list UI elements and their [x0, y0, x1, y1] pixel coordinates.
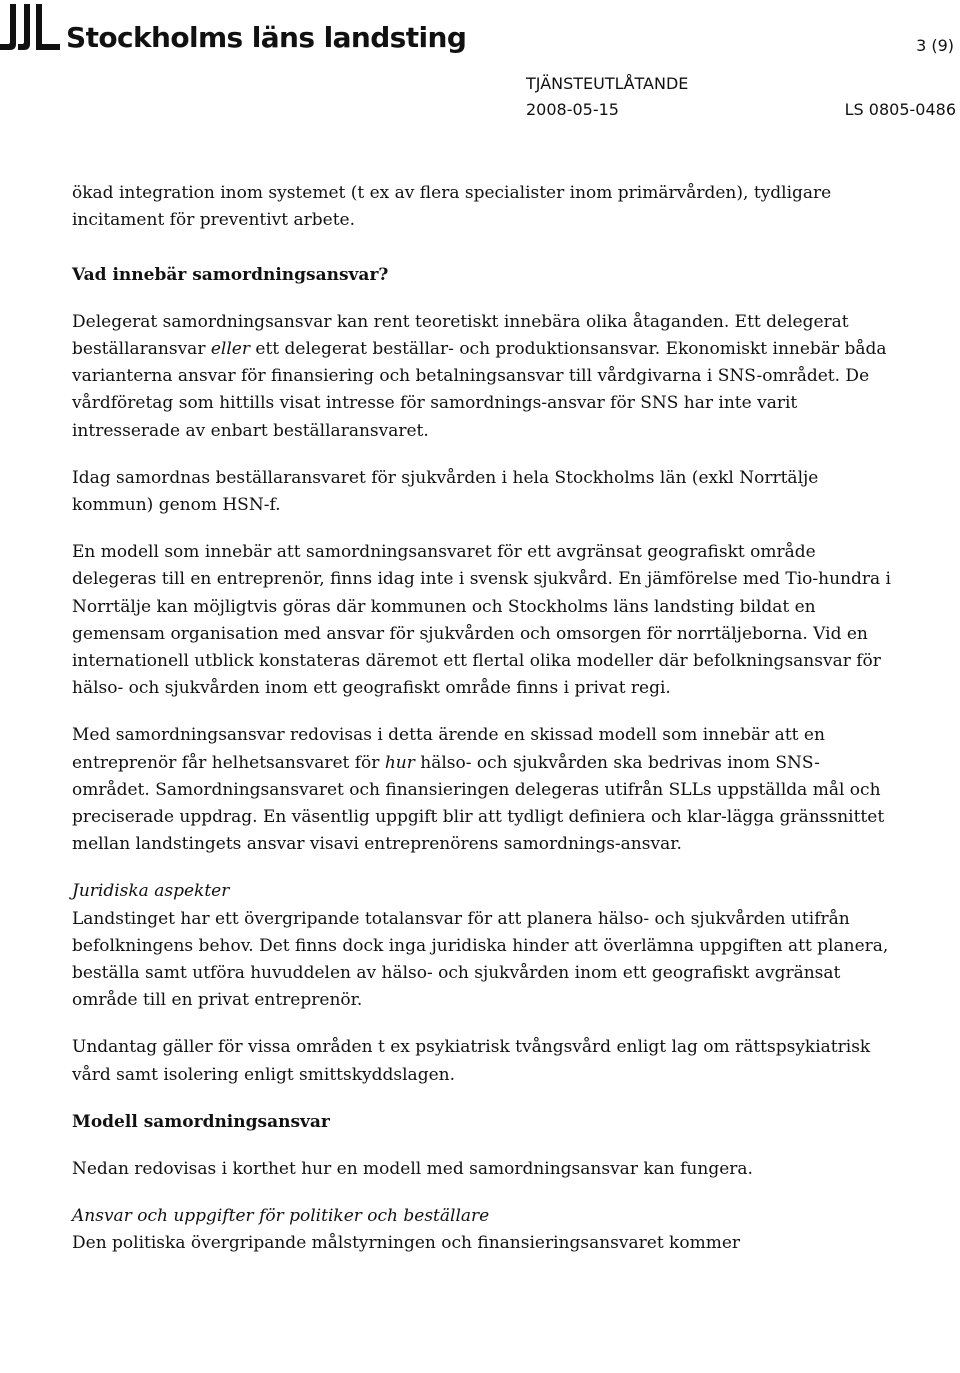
page-header [0, 0, 960, 120]
sll-logo [0, 0, 466, 54]
heading-juridiska-aspekter: Juridiska aspekter [72, 881, 230, 902]
emphasis-hur: hur [384, 752, 415, 773]
logo-text: Stockholms läns landsting [66, 21, 467, 54]
document-body [72, 180, 892, 1258]
document-type: TJÄNSTEUTLÅTANDE [526, 74, 689, 93]
page-number: 3 (9) [916, 36, 954, 55]
paragraph-landstinget: Landstinget har ett övergripande totalansvar för att planera hälso- och sjukvården utifrån befolkningens behov. Det finns dock inga juridiska hinder att överlämna uppgiften att planera, beställa samt utföra huvuddelen av hälso- och sjukvården inom ett geografiskt avgränsat område till en privat entreprenör. [72, 908, 889, 1011]
paragraph-modell: En modell som innebär att samordningsansvaret för ett avgränsat geografiskt område delegeras till en entreprenör, finns idag inte i svensk sjukvård. En jämförelse med Tio-hundra i Norrtälje kan möjligtvis göras där kommunen och Stockholms läns landsting bildat en gemensam organisation med ansvar för sjukvården och omsorgen för norrtäljeborna. Vid en internationell utblick konstateras däremot ett flertal olika modeller där befolkningsansvar för hälso- och sjukvården inom ett geografiskt område finns i privat regi. [72, 542, 891, 699]
paragraph-nedan: Nedan redovisas i korthet hur en modell med samordningsansvar kan fungera. [72, 1159, 753, 1180]
paragraph-politiska: Den politiska övergripande målstyrningen och finansieringsansvaret kommer [72, 1233, 741, 1254]
paragraph-idag: Idag samordnas beställaransvaret för sjukvården i hela Stockholms län (exkl Norrtälje kommun) genom HSN-f. [72, 467, 819, 516]
document-reference: LS 0805-0486 [844, 100, 956, 119]
text-span: Delegerat samordningsansvar kan rent teoretiskt innebära olika åtaganden. Ett delegerat beställaransvar [72, 311, 849, 359]
heading-ansvar-och-uppgifter: Ansvar och uppgifter för politiker och beställare [72, 1206, 490, 1227]
paragraph-integration: ökad integration inom systemet (t ex av flera specialister inom primärvården), tydligare incitament för preventivt arbete. [72, 183, 832, 231]
paragraph-undantag: Undantag gäller för vissa områden t ex psykiatrisk tvångsvård enligt lag om rättspsykiatrisk vård samt isolering enligt smittskyddslagen. [72, 1037, 871, 1085]
heading-modell-samordningsansvar: Modell samordningsansvar [72, 1111, 330, 1132]
paragraph-delegerat [72, 309, 892, 445]
emphasis-eller: eller [210, 339, 250, 359]
text-span: ett delegerat beställar- och produktionsansvar. Ekonomiskt innebär båda varianterna ansvar för finansiering och betalningsansvar till vårdgivarna i SNS-området. De vårdföretag som hittills visat intresse för samordnings-ansvar för SNS har inte varit intresserade av enbart beställaransvaret. [72, 339, 887, 441]
sll-logo-mark-icon [0, 4, 62, 54]
heading-vad-innebar: Vad innebär samordningsansvar? [72, 264, 389, 285]
document-date: 2008-05-15 [526, 100, 619, 119]
text-span: Med samordningsansvar redovisas i detta ärende en skissad modell som innebär att en entreprenör får helhetsansvaret för [72, 725, 825, 773]
paragraph-samordningsansvar [72, 722, 892, 858]
text-span: hälso- och sjukvården ska bedrivas inom SNS-området. Samordningsansvaret och finansieringen delegeras utifrån SLLs uppställda mål och preciserade uppdrag. En väsentlig uppgift blir att tydligt definiera och klar-lägga gränssnittet mellan landstingets ansvar visavi entreprenörens samordnings-ansvar. [72, 752, 885, 855]
